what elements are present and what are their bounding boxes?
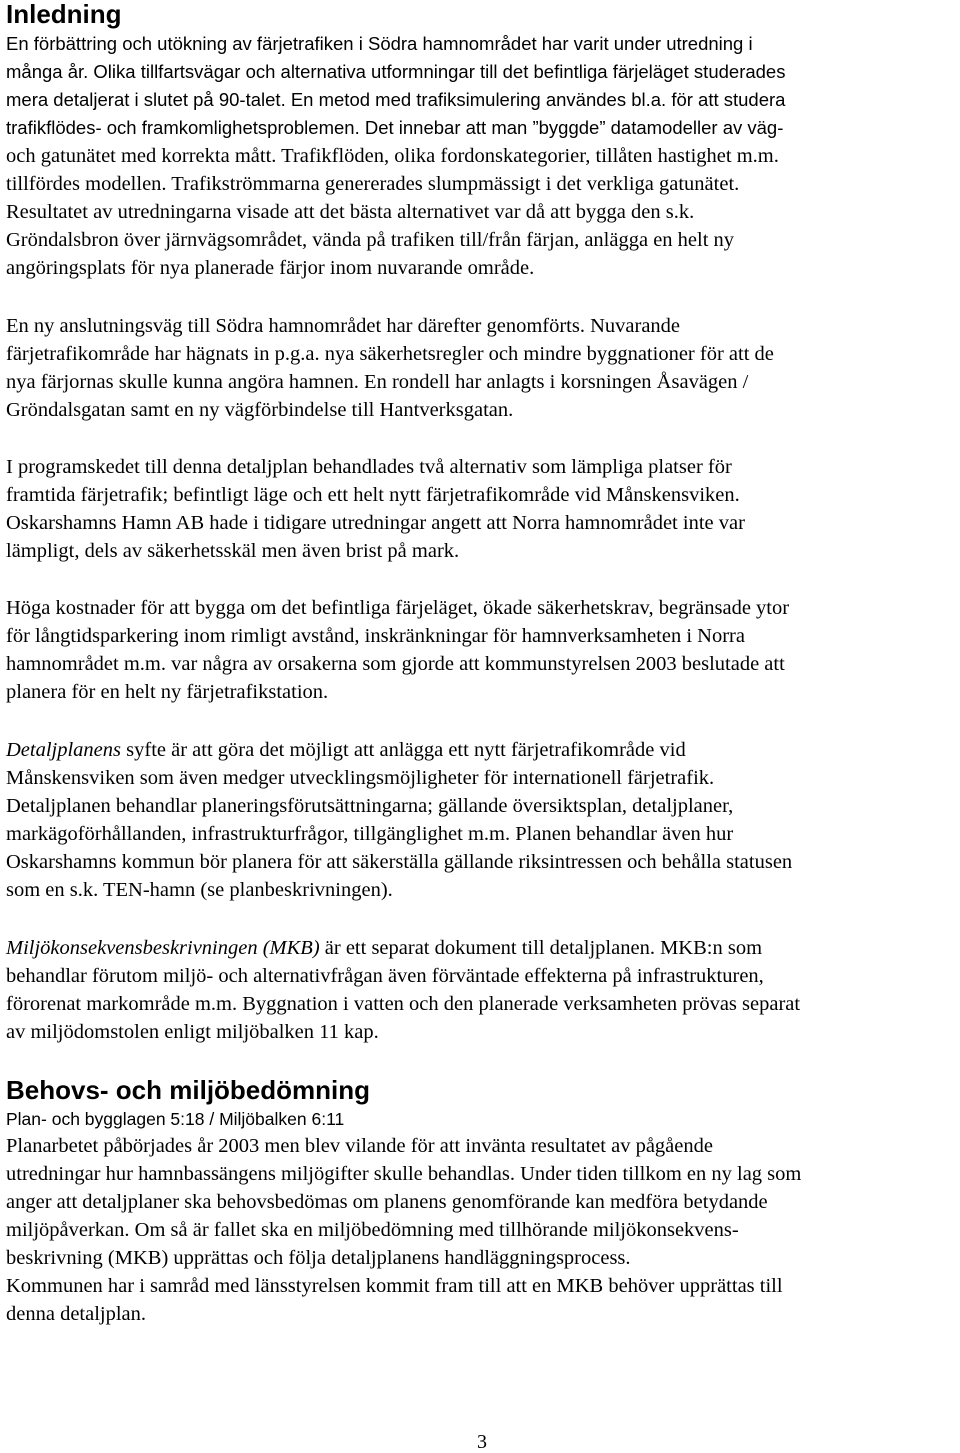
p7-line: beskrivning (MKB) upprättas och följa detaljplanens handläggningsprocess.: [6, 1247, 631, 1269]
p1-line: många år. Olika tillfartsvägar och alternativa utformningar till det befintliga färjeläget studerades: [6, 61, 786, 82]
p7-line: Planarbetet påbörjades år 2003 men blev vilande för att invänta resultatet av pågående: [6, 1135, 713, 1157]
p6-first-rest: är ett separat dokument till detaljplanen. MKB:n som: [319, 937, 763, 959]
p4-line: hamnområdet m.m. var några av orsakerna som gjorde att kommunstyrelsen 2003 beslutade att: [6, 653, 785, 675]
p1-line: och gatunätet med korrekta mått. Trafikflöden, olika fordonskategorier, tillåten hastighet m.m.: [6, 145, 779, 167]
p3-line: framtida färjetrafik; befintligt läge och ett helt nytt färjetrafikområde vid Månskensviken.: [6, 484, 740, 506]
p5-first-rest: syfte är att göra det möjligt att anlägga ett nytt färjetrafikområde vid: [121, 739, 686, 761]
p4-line: planera för en helt ny färjetrafikstation.: [6, 681, 329, 703]
p2-line: färjetrafikområde har hägnats in p.g.a. nya säkerhetsregler och mindre byggnationer för att de: [6, 343, 774, 365]
term-detaljplanens: Detaljplanens: [6, 739, 122, 761]
p2-line: nya färjornas skulle kunna angöra hamnen. En rondell har anlagts i korsningen Åsavägen /: [6, 371, 749, 393]
p6-first-line: [6, 934, 762, 962]
p5-line: Månskensviken som även medger utvecklingsmöjligheter för internationell färjetrafik.: [6, 767, 715, 789]
heading-inledning: Inledning: [6, 0, 122, 29]
law-reference: Plan- och bygglagen 5:18 / Miljöbalken 6:11: [6, 1109, 345, 1129]
p2-line: Gröndalsgatan samt en ny vägförbindelse till Hantverksgatan.: [6, 399, 514, 421]
p6-line: av miljödomstolen enligt miljöbalken 11 kap.: [6, 1021, 379, 1043]
p7-line: denna detaljplan.: [6, 1303, 147, 1325]
page-number: 3: [477, 1431, 487, 1453]
heading-behovs-och-miljobedomning: Behovs- och miljöbedömning: [6, 1075, 371, 1105]
p7-line: Kommunen har i samråd med länsstyrelsen kommit fram till att en MKB behöver upprättas till: [6, 1275, 783, 1297]
p5-line: som en s.k. TEN-hamn (se planbeskrivningen).: [6, 879, 393, 901]
p3-line: Oskarshamns Hamn AB hade i tidigare utredningar angett att Norra hamnområdet inte var: [6, 512, 745, 534]
p1-line: En förbättring och utökning av färjetrafiken i Södra hamnområdet har varit under utredning i: [6, 33, 753, 54]
p1-line: angöringsplats för nya planerade färjor inom nuvarande område.: [6, 257, 535, 279]
p6-line: förorenat markområde m.m. Byggnation i vatten och den planerade verksamheten prövas separat: [6, 993, 801, 1015]
p7-line: anger att detaljplaner ska behovsbedömas om planens genomförande kan medföra betydande: [6, 1191, 768, 1213]
term-mkb: Miljökonsekvensbeskrivningen (MKB): [6, 937, 320, 959]
p7-line: utredningar hur hamnbassängens miljögifter skulle behandlas. Under tiden tillkom en ny lag som: [6, 1163, 802, 1185]
p4-line: Höga kostnader för att bygga om det befintliga färjeläget, ökade säkerhetskrav, begränsade ytor: [6, 597, 790, 619]
p1-line: Gröndalsbron över järnvägsområdet, vända på trafiken till/från färjan, anlägga en helt ny: [6, 229, 735, 251]
p4-line: för långtidsparkering inom rimligt avstånd, inskränkningar för hamnverksamheten i Norra: [6, 625, 745, 647]
p5-line: Oskarshamns kommun bör planera för att säkerställa gällande riksintressen och behålla statusen: [6, 851, 793, 873]
p7-line: miljöpåverkan. Om så är fallet ska en miljöbedömning med tillhörande miljökonsekvens-: [6, 1219, 739, 1241]
p3-line: I programskedet till denna detaljplan behandlades två alternativ som lämpliga platser för: [6, 456, 732, 478]
p1-line: Resultatet av utredningarna visade att det bästa alternativet var då att bygga den s.k.: [6, 201, 695, 223]
p5-line: markägoförhållanden, infrastrukturfrågor, tillgänglighet m.m. Planen behandlar även hur: [6, 823, 734, 845]
p5-first-line: [6, 736, 686, 764]
p1-line: trafikflödes- och framkomlighetsproblemen. Det innebar att man ”byggde” datamodeller av väg-: [6, 117, 784, 138]
p6-line: behandlar förutom miljö- och alternativfrågan även förväntade effekterna på infrastrukturen,: [6, 965, 764, 987]
p1-line: tillfördes modellen. Trafikströmmarna genererades slumpmässigt i det verkliga gatunätet.: [6, 173, 740, 195]
p5-line: Detaljplanen behandlar planeringsförutsättningarna; gällande översiktsplan, detaljplaner,: [6, 795, 734, 817]
p2-line: En ny anslutningsväg till Södra hamnområdet har därefter genomförts. Nuvarande: [6, 315, 681, 337]
p1-line: mera detaljerat i slutet på 90-talet. En metod med trafiksimulering användes bl.a. för att studera: [6, 89, 786, 110]
p3-line: lämpligt, dels av säkerhetsskäl men även brist på mark.: [6, 540, 460, 562]
